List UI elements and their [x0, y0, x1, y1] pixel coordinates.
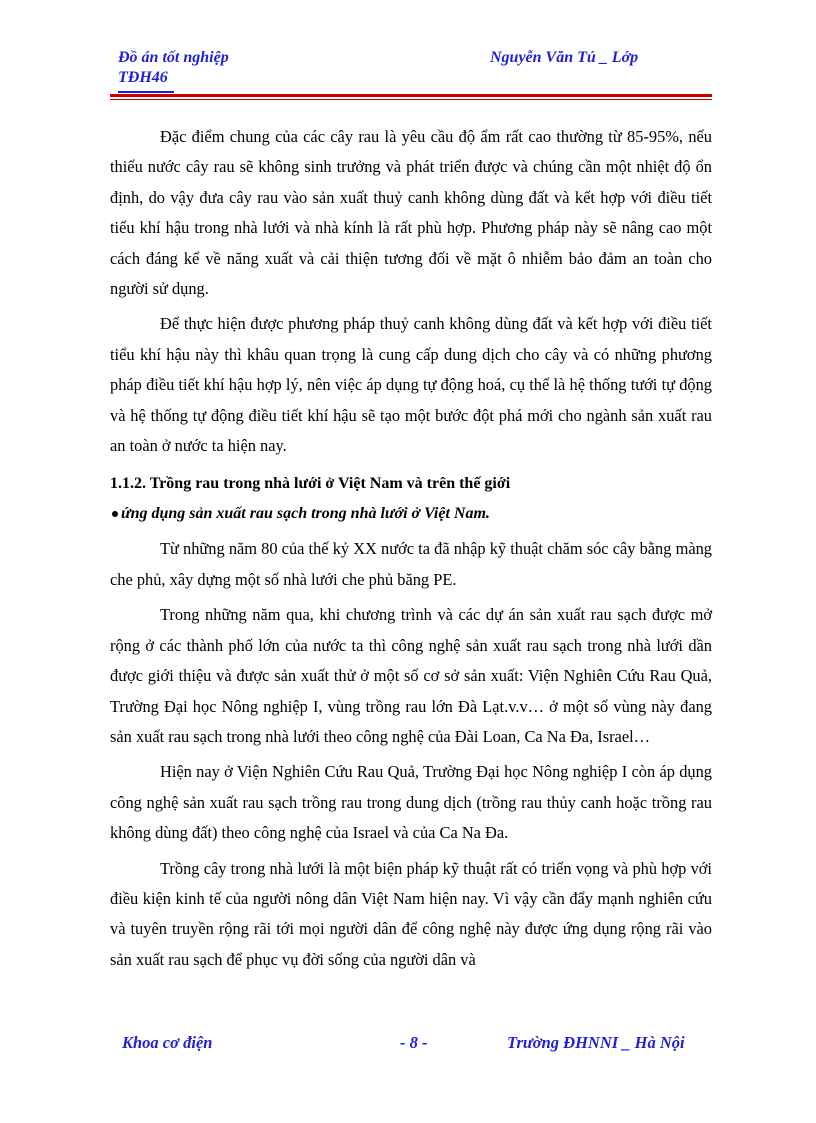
- paragraph-6: Trồng cây trong nhà lưới là một biện pháp kỹ thuật rất có triển vọng và phù hợp với điều kiện kinh tế của người nông dân Việt Nam hiện nay. Vì vậy cần đẩy mạnh nghiên cứu và tuyên truyền rộng rãi tới mọi người dân để công nghệ này được ứng dụng rộng rãi vào sản xuất rau sạch để phục vụ đời sống của người dân và: [110, 858, 712, 969]
- section-heading: 1.1.2. Trồng rau trong nhà lưới ở Việt Nam và trên thế giới: [110, 475, 511, 493]
- header-class-code: TĐH46: [118, 69, 168, 86]
- paragraph-1: Đặc điểm chung của các cây rau là yêu cầu độ ẩm rất cao thường từ 85-95%, nếu thiếu nước cây rau sẽ không sinh trưởng và phát triển được và chúng cần một nhiệt độ ổn định, do vậy đưa cây rau vào sản xuất thuỷ canh không dùng đất và kết hợp với điều tiết tiểu khí hậu trong nhà lưới và nhà kính là rất phù hợp. Phương pháp này sẽ nâng cao một cách đáng kể về năng xuất và cải thiện tương đối về mặt ô nhiễm bảo đảm an toàn cho người sử dụng.: [110, 127, 712, 299]
- paragraph-2: Để thực hiện được phương pháp thuỷ canh không dùng đất và kết hợp với điều tiết tiểu khí hậu này thì khâu quan trọng là cung cấp dung dịch cho cây và có những phương pháp điều tiết khí hậu hợp lý, nên việc áp dụng tự động hoá, cụ thể là hệ thống tưới tự động và hệ thống tự động điều tiết khí hậu sẽ tạo một bước đột phá mới cho ngành sản xuất rau an toàn ở nước ta hiện nay.: [110, 314, 712, 456]
- header-rule-thick: [110, 94, 712, 97]
- header-rule-thin: [110, 99, 712, 100]
- subheading: [110, 499, 712, 529]
- header-thesis-title: Đồ án tốt nghiệp: [118, 49, 229, 66]
- header-underline: [118, 91, 174, 93]
- footer-university: Trường ĐHNNI _ Hà Nội: [507, 1033, 685, 1052]
- paragraph-3: Từ những năm 80 của thế kỷ XX nước ta đã nhập kỹ thuật chăm sóc cây bằng màng che phủ, xây dựng một số nhà lưới che phủ băng PE.: [110, 539, 712, 589]
- subheading-text: ứng dụng sản xuất rau sạch trong nhà lưới ở Việt Nam.: [121, 505, 490, 523]
- bullet-icon: [112, 511, 118, 517]
- footer-faculty: Khoa cơ điện: [122, 1033, 213, 1052]
- header-author: Nguyễn Văn Tú _ Lớp: [490, 49, 639, 66]
- paragraph-4: Trong những năm qua, khi chương trình và các dự án sản xuất rau sạch được mở rộng ở các thành phố lớn của nước ta thì công nghệ sản xuất rau sạch trong nhà lưới dần được giới thiệu và được sản xuất thử ở một số cơ sở sản xuất: Viện Nghiên Cứu Rau Quả, Trường Đại học Nông nghiệp I, vùng trồng rau lớn Đà Lạt.v.v… ở một số vùng này đang sản xuất rau sạch trong nhà lưới theo công nghệ của Đài Loan, Ca Na Đa, Israel…: [110, 605, 712, 746]
- page-body: [110, 122, 712, 975]
- footer-page-number: - 8 -: [400, 1033, 428, 1052]
- paragraph-5: Hiện nay ở Viện Nghiên Cứu Rau Quả, Trường Đại học Nông nghiệp I còn áp dụng công nghệ sản xuất rau sạch trồng rau trong dung dịch (trồng rau thủy canh hoặc trồng rau không dùng đất) theo công nghệ của Israel và của Ca Na Đa.: [110, 762, 712, 843]
